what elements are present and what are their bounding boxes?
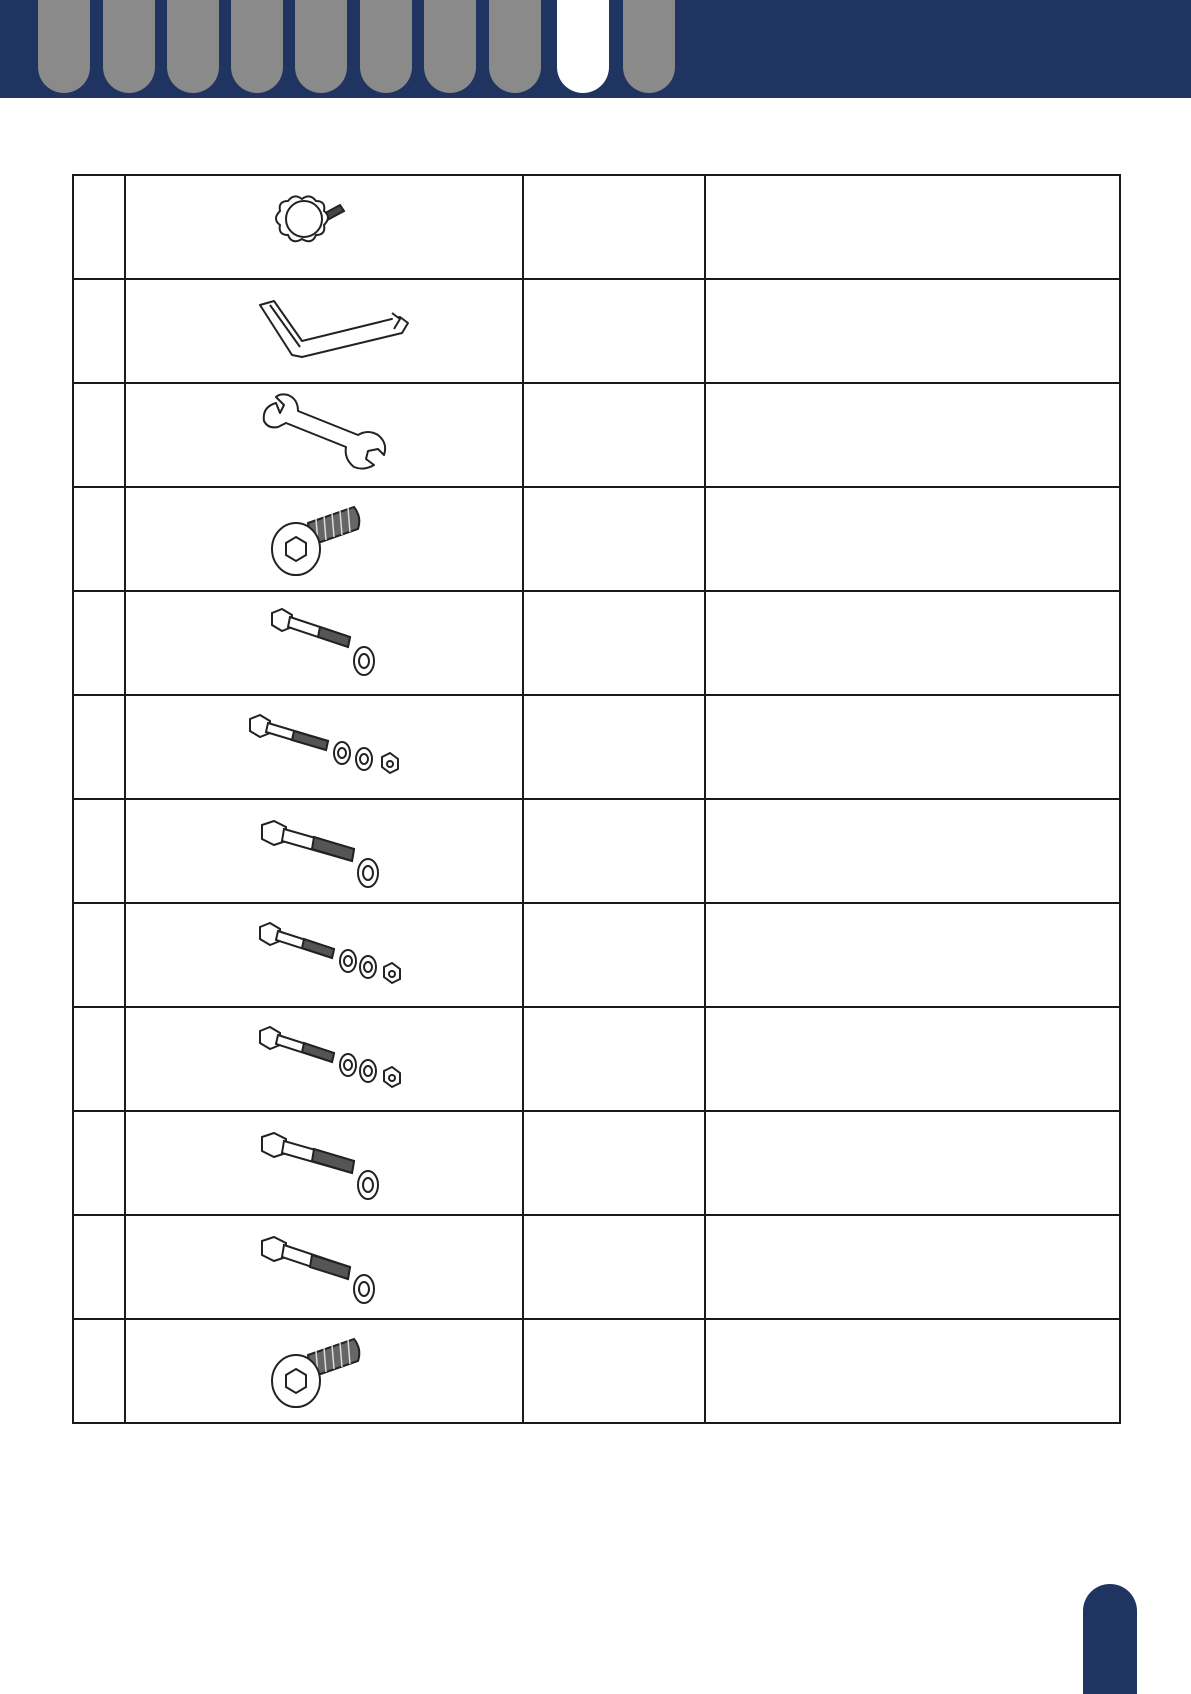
table-row <box>73 279 1120 383</box>
part-name-cell <box>523 1215 705 1319</box>
part-name-cell <box>523 487 705 591</box>
part-name-cell <box>523 591 705 695</box>
bolt-washer-icon <box>224 1221 424 1313</box>
part-number-cell <box>73 1319 125 1423</box>
part-image-cell <box>125 383 523 487</box>
table-row <box>73 1007 1120 1111</box>
open-end-wrench-icon <box>224 389 424 481</box>
part-name-cell <box>523 799 705 903</box>
section-tab-8[interactable] <box>489 0 541 93</box>
section-tab-4[interactable] <box>231 0 283 93</box>
part-image-cell <box>125 487 523 591</box>
section-tab-5[interactable] <box>295 0 347 93</box>
part-image-cell <box>125 1215 523 1319</box>
part-quantity-cell <box>705 175 1120 279</box>
part-image-cell <box>125 1319 523 1423</box>
part-number-cell <box>73 383 125 487</box>
part-name-cell <box>523 383 705 487</box>
star-knob-icon <box>224 181 424 273</box>
table-row <box>73 1215 1120 1319</box>
part-quantity-cell <box>705 1111 1120 1215</box>
part-number-cell <box>73 279 125 383</box>
part-number-cell <box>73 695 125 799</box>
table-row <box>73 175 1120 279</box>
allen-key-icon <box>224 285 424 377</box>
part-number-cell <box>73 487 125 591</box>
part-name-cell <box>523 1111 705 1215</box>
part-quantity-cell <box>705 279 1120 383</box>
part-name-cell <box>523 175 705 279</box>
part-name-cell <box>523 1007 705 1111</box>
part-image-cell <box>125 903 523 1007</box>
part-number-cell <box>73 175 125 279</box>
header-bar <box>0 0 1191 98</box>
part-number-cell <box>73 1007 125 1111</box>
table-row <box>73 1111 1120 1215</box>
part-image-cell <box>125 1007 523 1111</box>
part-quantity-cell <box>705 487 1120 591</box>
part-image-cell <box>125 799 523 903</box>
table-row <box>73 487 1120 591</box>
bolt-washers-nut-icon <box>224 1013 424 1105</box>
section-tab-10[interactable] <box>623 0 675 93</box>
part-quantity-cell <box>705 383 1120 487</box>
section-tab-6[interactable] <box>360 0 412 93</box>
part-name-cell <box>523 1319 705 1423</box>
bolt-washers-nut-icon <box>224 909 424 1001</box>
part-image-cell <box>125 591 523 695</box>
part-quantity-cell <box>705 903 1120 1007</box>
hex-socket-screw-icon <box>224 1325 424 1417</box>
table-row <box>73 695 1120 799</box>
part-number-cell <box>73 1215 125 1319</box>
part-image-cell <box>125 695 523 799</box>
table-row <box>73 1319 1120 1423</box>
hex-socket-screw-icon <box>224 493 424 585</box>
part-image-cell <box>125 175 523 279</box>
part-quantity-cell <box>705 1007 1120 1111</box>
part-number-cell <box>73 903 125 1007</box>
part-number-cell <box>73 591 125 695</box>
page-number-badge <box>1083 1584 1137 1694</box>
part-image-cell <box>125 1111 523 1215</box>
bolt-washers-nut-icon <box>224 701 424 793</box>
part-quantity-cell <box>705 1215 1120 1319</box>
table-row <box>73 591 1120 695</box>
part-image-cell <box>125 279 523 383</box>
part-name-cell <box>523 695 705 799</box>
part-quantity-cell <box>705 695 1120 799</box>
table-row <box>73 903 1120 1007</box>
bolt-washer-icon <box>224 1117 424 1209</box>
part-name-cell <box>523 903 705 1007</box>
section-tab-2[interactable] <box>103 0 155 93</box>
part-number-cell <box>73 799 125 903</box>
section-tab-3[interactable] <box>167 0 219 93</box>
bolt-washer-icon <box>224 597 424 689</box>
part-quantity-cell <box>705 799 1120 903</box>
parts-table <box>72 174 1121 1424</box>
section-tab-9-active[interactable] <box>557 0 609 93</box>
section-tab-1[interactable] <box>38 0 90 93</box>
part-quantity-cell <box>705 591 1120 695</box>
section-tab-7[interactable] <box>424 0 476 93</box>
bolt-washer-icon <box>224 805 424 897</box>
table-row <box>73 383 1120 487</box>
part-number-cell <box>73 1111 125 1215</box>
table-row <box>73 799 1120 903</box>
part-name-cell <box>523 279 705 383</box>
part-quantity-cell <box>705 1319 1120 1423</box>
